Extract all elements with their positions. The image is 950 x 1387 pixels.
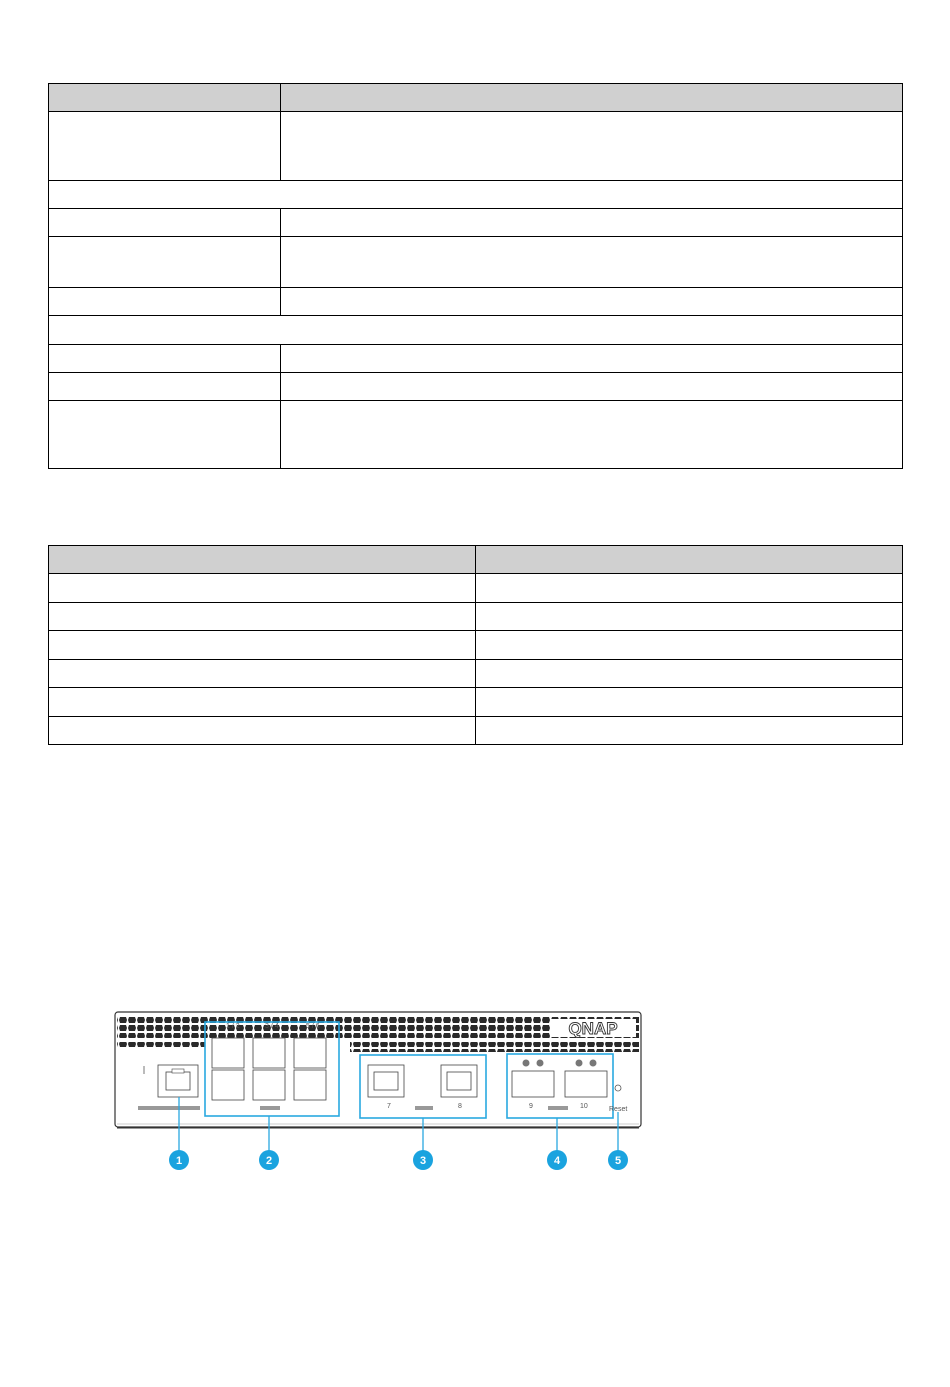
package-contents-table <box>48 545 903 745</box>
table-row <box>49 631 903 660</box>
table-cell <box>49 574 476 603</box>
switch-front-panel-illustration <box>110 1000 650 1180</box>
port-number: 8 <box>458 1103 462 1110</box>
callout-badge <box>259 1150 279 1170</box>
brand-logo: QNAP <box>568 1019 618 1038</box>
callout-number: 4 <box>553 1155 561 1167</box>
table-cell <box>281 401 903 469</box>
callout-number: 3 <box>419 1155 427 1167</box>
table-cell <box>49 373 281 401</box>
callout-badge <box>169 1150 189 1170</box>
table-cell <box>476 660 903 688</box>
table-cell <box>476 574 903 603</box>
callout-badge <box>413 1150 433 1170</box>
section-cell <box>49 181 903 209</box>
reset-button <box>615 1085 621 1091</box>
table-row <box>49 603 903 631</box>
table-cell <box>49 717 476 745</box>
table-cell <box>476 631 903 660</box>
table-cell <box>281 288 903 316</box>
front-panel-figure <box>110 1000 650 1180</box>
table-cell <box>281 373 903 401</box>
table-row <box>49 345 903 373</box>
callout-badge <box>608 1150 628 1170</box>
table-row <box>49 237 903 288</box>
port-group-label: 3 / 4 <box>265 1023 279 1030</box>
port-number: 10 <box>580 1103 588 1110</box>
port-group-label: 5 / 6 <box>306 1023 320 1030</box>
table-cell <box>49 631 476 660</box>
table-cell <box>476 603 903 631</box>
rj45-port-group <box>212 1038 326 1110</box>
header-cell <box>476 546 903 574</box>
table-cell <box>49 688 476 717</box>
table-row <box>49 574 903 603</box>
table-row <box>49 373 903 401</box>
table-row <box>49 401 903 469</box>
table-header-row <box>49 84 903 112</box>
table-cell <box>49 288 281 316</box>
table-row <box>49 209 903 237</box>
table-cell <box>281 209 903 237</box>
section-row <box>49 316 903 345</box>
table-cell <box>281 345 903 373</box>
port-group-label: 1 / 2 <box>226 1023 240 1030</box>
table-cell <box>476 688 903 717</box>
table-cell <box>49 660 476 688</box>
table-cell <box>281 237 903 288</box>
table-header-row <box>49 546 903 574</box>
section-cell <box>49 316 903 345</box>
port-number: 7 <box>387 1103 391 1110</box>
vent-grille-lower <box>350 1042 639 1052</box>
callout-number: 2 <box>265 1155 273 1167</box>
specification-table <box>48 83 903 469</box>
table-row <box>49 688 903 717</box>
table-row <box>49 112 903 181</box>
table-cell <box>49 237 281 288</box>
table-cell <box>49 209 281 237</box>
table-row <box>49 288 903 316</box>
port-number: 9 <box>529 1103 533 1110</box>
header-cell <box>281 84 903 112</box>
table-cell <box>281 112 903 181</box>
header-cell <box>49 84 281 112</box>
table-row <box>49 660 903 688</box>
table-cell <box>49 401 281 469</box>
table-cell <box>49 603 476 631</box>
table-cell <box>49 345 281 373</box>
table-cell <box>49 112 281 181</box>
callout-number: 5 <box>614 1155 622 1167</box>
header-cell <box>49 546 476 574</box>
table-cell <box>476 717 903 745</box>
section-row <box>49 181 903 209</box>
callout-number: 1 <box>175 1155 183 1167</box>
table-row <box>49 717 903 745</box>
callout-badge <box>547 1150 567 1170</box>
reset-label: Reset <box>609 1106 628 1113</box>
